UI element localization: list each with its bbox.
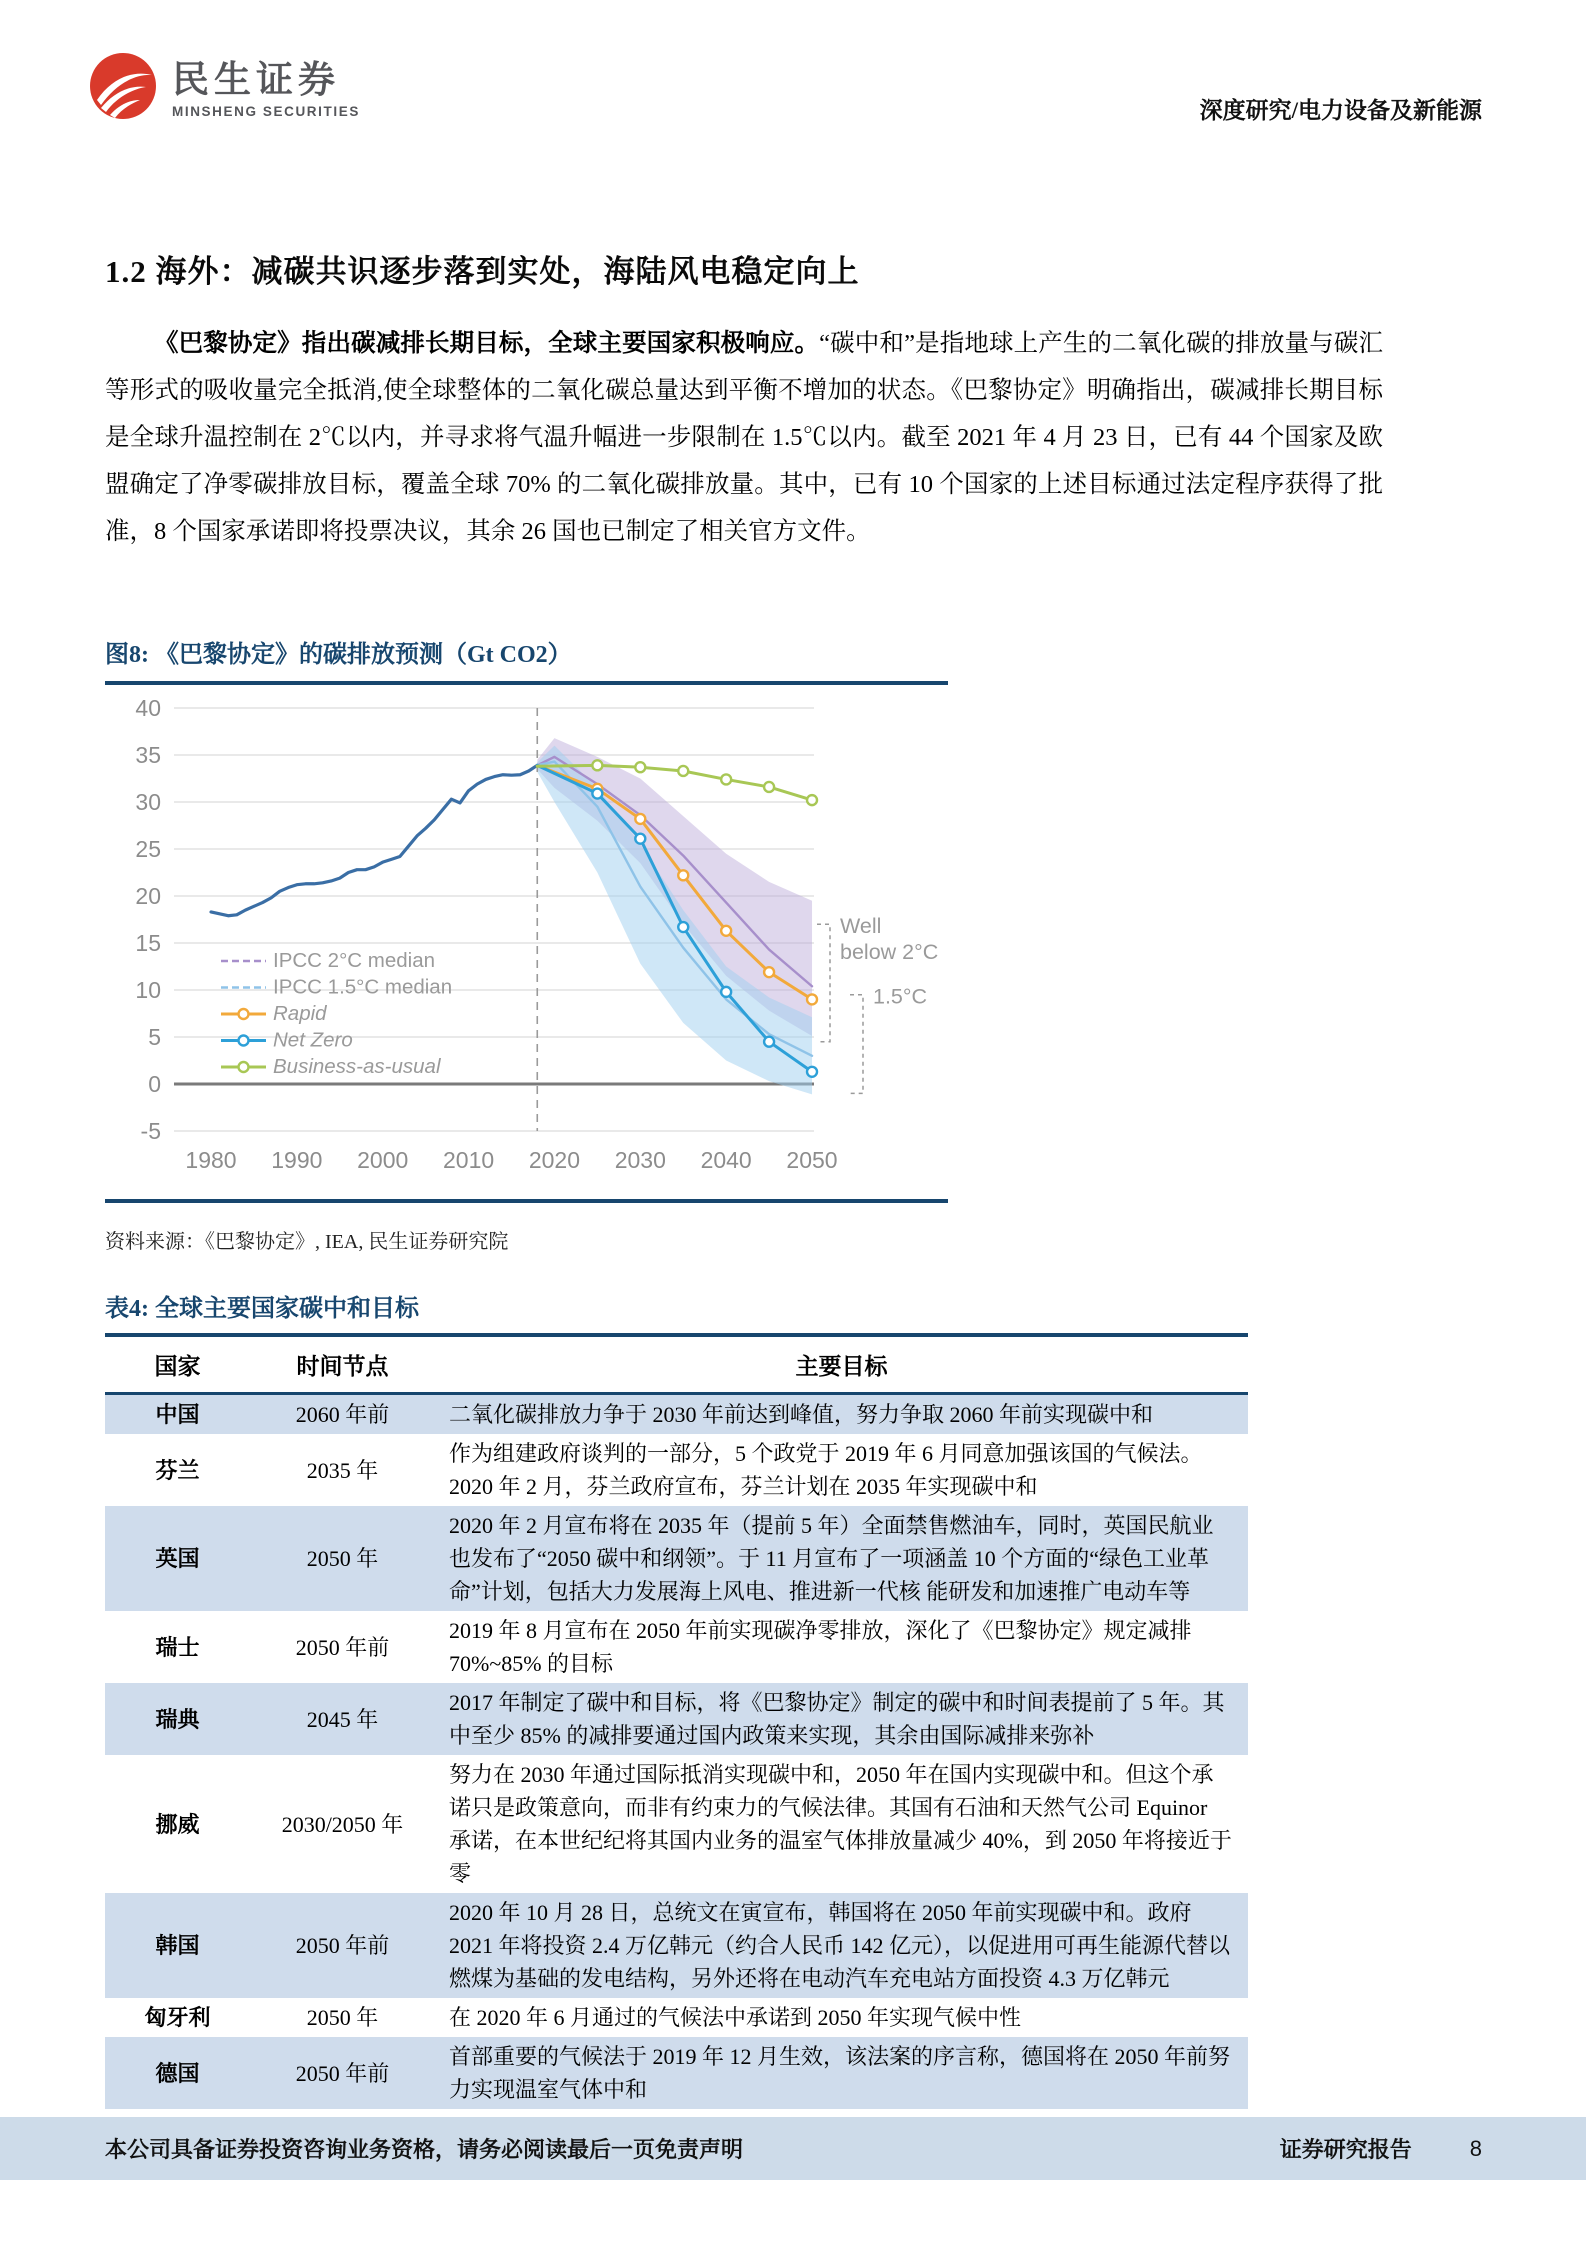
svg-text:2010: 2010 (442, 1147, 495, 1173)
svg-text:2000: 2000 (357, 1147, 409, 1173)
page-header (88, 52, 1482, 127)
table-cell: 2019 年 8 月宣布在 2050 年前实现碳净零排放，深化了《巴黎协定》规定减排 70%~85% 的目标 (449, 1618, 1192, 1676)
brand-logo (88, 52, 360, 127)
col-header-target: 主要目标 (435, 1335, 1248, 1394)
table-cell: 2020 年 2 月宣布将在 2035 年（提前 5 年）全面禁售燃油车，同时，英国民航业也发布了“2050 碳中和纲领”。于 11 月宣布了一项涵盖 10 个方面的“绿色工业革命”计划，包括大力发展海上风电、推进新一代核 能研发和加速推广电动车等 (449, 1513, 1214, 1604)
svg-text:20: 20 (135, 883, 161, 909)
brand-wordmark (172, 60, 360, 119)
table-row (105, 1755, 1248, 1893)
svg-text:2050: 2050 (786, 1147, 838, 1173)
table-cell: 挪威 (155, 1811, 200, 1837)
table-row (105, 1434, 1248, 1506)
svg-text:-5: -5 (140, 1118, 161, 1144)
table-cell: 2060 年前 (295, 1402, 390, 1427)
table-row (105, 1998, 1248, 2037)
svg-text:Rapid: Rapid (273, 1002, 327, 1025)
table-cell: 匈牙利 (144, 2005, 211, 2030)
page-number: 8 (1469, 2135, 1482, 2161)
svg-text:Business-as-usual: Business-as-usual (273, 1055, 441, 1078)
table-cell: 韩国 (155, 1933, 200, 1958)
table-cell: 2030/2050 年 (281, 1811, 404, 1837)
table-title: 表4: 全球主要国家碳中和目标 (105, 1296, 419, 1322)
table-cell: 2050 年前 (295, 1933, 390, 1958)
footer-disclaimer: 本公司具备证券投资咨询业务资格，请务必阅读最后一页免责声明 (105, 2137, 744, 2162)
footer-right (1280, 2133, 1482, 2164)
svg-text:IPCC 2°C median: IPCC 2°C median (273, 949, 436, 972)
paragraph-body: “碳中和”是指地球上产生的二氧化碳的排放量与碳汇等形式的吸收量完全抵消,使全球整体的二氧化碳总量达到平衡不增加的状态。《巴黎协定》明确指出，碳减排长期目标是全球升温控制在 2℃以内，并寻求将气温升幅进一步限制在 1.5℃以内。截至 2021 年 4 月 23 日，已有 44 个国家及欧盟确定了净零碳排放目标，覆盖全球 70% 的二氧化碳排放量。其中，已有 10 个国家的上述目标通过法定程序获得了批准，8 个国家承诺即将投票决议，其余 26 国也已制定了相关官方文件。 (105, 330, 1384, 545)
svg-text:25: 25 (135, 836, 161, 862)
table-cell: 2017 年制定了碳中和目标，将《巴黎协定》制定的碳中和时间表提前了 5 年。其中至少 85% 的减排要通过国内政策来实现，其余由国际减排来弥补 (449, 1690, 1225, 1748)
table-row (105, 1506, 1248, 1611)
table-cell: 瑞典 (155, 1706, 200, 1732)
table-cell: 2050 年 (306, 2005, 379, 2030)
svg-text:2020: 2020 (528, 1147, 581, 1173)
table-cell: 在 2020 年 6 月通过的气候法中承诺到 2050 年实现气候中性 (449, 2005, 1022, 2030)
col-header-country: 国家 (105, 1335, 250, 1394)
emissions-chart (105, 689, 948, 1194)
footer-report-type: 证券研究报告 (1279, 2137, 1412, 2162)
body-paragraph (105, 320, 1383, 555)
table-row (105, 1394, 1248, 1435)
figure-bottom-rule (105, 1199, 948, 1203)
table-cell: 努力在 2030 年通过国际抵消实现碳中和，2050 年在国内实现碳中和。但这个承诺只是政策意向，而非有约束力的气候法律。其国有石油和天然气公司 Equinor 承诺，在本世纪纪将其国内业务的温室气体排放量减少 40%，到 2050 年将接近于零 (449, 1762, 1232, 1886)
svg-text:IPCC 1.5°C median: IPCC 1.5°C median (273, 975, 453, 999)
svg-text:35: 35 (135, 742, 161, 768)
table-cell: 瑞士 (155, 1634, 200, 1660)
svg-text:1.5°C: 1.5°C (873, 984, 928, 1009)
svg-text:1990: 1990 (271, 1147, 323, 1173)
chart-area (105, 689, 948, 1199)
report-category: 深度研究/电力设备及新能源 (1199, 98, 1482, 123)
table-cell: 英国 (155, 1546, 200, 1571)
svg-text:5: 5 (148, 1024, 161, 1050)
figure-top-rule (105, 681, 948, 685)
paragraph-lead: 《巴黎协定》指出碳减排长期目标，全球主要国家积极响应。 (154, 330, 820, 357)
svg-text:Net Zero: Net Zero (273, 1028, 353, 1052)
svg-text:2040: 2040 (700, 1147, 752, 1173)
table-row (105, 1683, 1248, 1755)
table-row (105, 1893, 1248, 1998)
table-block (105, 1288, 1248, 2109)
table-row (105, 1611, 1248, 1683)
svg-text:below 2°C: below 2°C (840, 940, 939, 965)
table-cell: 中国 (155, 1402, 200, 1427)
svg-text:40: 40 (135, 695, 161, 721)
table-cell: 2050 年前 (295, 2060, 390, 2086)
carbon-targets-table (105, 1333, 1248, 2109)
figure-block (105, 634, 948, 1254)
table-cell: 德国 (155, 2060, 200, 2086)
table-row (105, 2037, 1248, 2109)
svg-text:2030: 2030 (614, 1147, 666, 1173)
table-header (105, 1335, 1248, 1394)
figure-source: 资料来源：《巴黎协定》, IEA, 民生证券研究院 (105, 1231, 509, 1253)
table-cell: 作为组建政府谈判的一部分，5 个政党于 2019 年 6 月同意加强该国的气候法。2020 年 2 月，芬兰政府宣布，芬兰计划在 2035 年实现碳中和 (449, 1441, 1203, 1499)
svg-text:1980: 1980 (185, 1147, 237, 1173)
targets-table-body (105, 1394, 1248, 2110)
svg-text:10: 10 (135, 977, 161, 1003)
table-cell: 2035 年 (306, 1457, 379, 1483)
table-cell: 2045 年 (306, 1706, 379, 1732)
table-cell: 芬兰 (155, 1457, 200, 1483)
svg-text:0: 0 (148, 1071, 161, 1097)
minsheng-logo-icon (88, 52, 158, 127)
brand-name-cn: 民生证券 (172, 59, 340, 101)
table-cell: 2050 年前 (295, 1634, 390, 1660)
table-cell: 首部重要的气候法于 2019 年 12 月生效，该法案的序言称，德国将在 2050 年前努力实现温室气体中和 (449, 2044, 1231, 2102)
table-cell: 2050 年 (306, 1546, 379, 1571)
table-cell: 2020 年 10 月 28 日，总统文在寅宣布，韩国将在 2050 年前实现碳中和。政府 2021 年将投资 2.4 万亿韩元（约合人民币 142 亿元），以促进用可再生能源代替以燃煤为基础的发电结构，另外还将在电动汽车充电站方面投资 4.3 万亿韩元 (449, 1900, 1231, 1991)
svg-text:30: 30 (135, 789, 161, 815)
section-heading: 1.2 海外：减碳共识逐步落到实处，海陆风电稳定向上 (105, 254, 860, 289)
svg-text:Well: Well (840, 914, 882, 939)
figure-title: 图8: 《巴黎协定》的碳排放预测（Gt CO2） (105, 642, 572, 668)
brand-name-en: MINSHENG SECURITIES (172, 103, 360, 119)
page-footer (0, 2117, 1586, 2180)
table-cell: 二氧化碳排放力争于 2030 年前达到峰值，努力争取 2060 年前实现碳中和 (449, 1402, 1154, 1427)
svg-text:15: 15 (135, 930, 161, 956)
col-header-time: 时间节点 (250, 1335, 435, 1394)
